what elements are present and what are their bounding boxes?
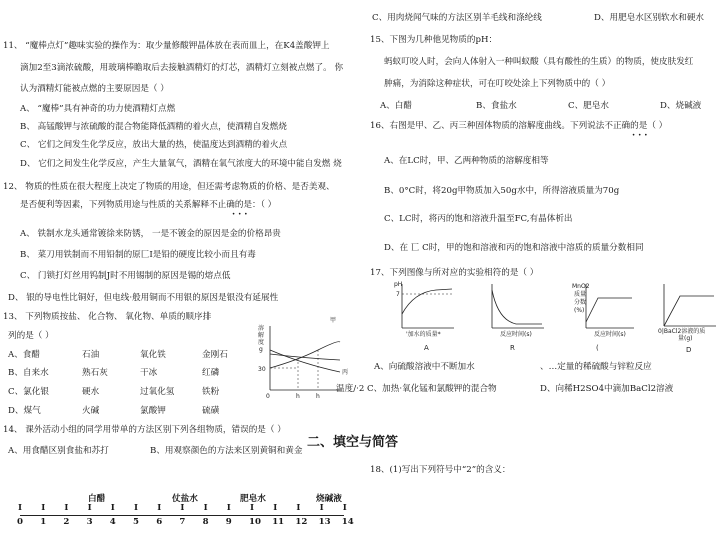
ph-number-4: 4 [109, 517, 116, 527]
graph-b-curve [492, 290, 542, 324]
q12-stem-line2: 是否便利等因素，下列物质用途与性质的关系解释不止确的是：（ ） [20, 200, 277, 210]
q17-option-a: A、向硫酸溶液中不断加水 [374, 362, 475, 372]
graph-d-curve [664, 296, 714, 326]
tick-t2: h [316, 393, 320, 400]
q12-option-b: B、 菜刀用铁制而不用铅制的原匚I是铅的硬度比较小而且有毒 [20, 250, 256, 260]
q13-d-label: D、煤气 [8, 406, 41, 416]
ph-tick-11: I [273, 503, 278, 513]
q15-stem-line2: 蚂蚁叮咬人时，会向人体射入一种叫蚁酸（具有酸性的生质）的物质，使皮肤发红 [384, 57, 694, 67]
ph-tick-3: I [87, 503, 92, 513]
y-label-1: 溶 [258, 325, 265, 332]
y-label-4: g [259, 346, 263, 353]
ph-tick-1: I [41, 503, 46, 513]
q14-option-a: A、用食醋区别食盐和苏打 [8, 446, 109, 456]
y-label-3: 度 [258, 339, 265, 346]
q16-stem: 16、右图是甲、乙、丙三种固体物质的溶解度曲线。下列说法不正确的是（ ） [370, 121, 668, 131]
tick-30: 30 [258, 366, 266, 373]
q13-c-c2: 过氧化氢 [140, 387, 175, 397]
q13-c-label: C、氯化银 [8, 387, 49, 397]
q13-c-c1: 硬水 [82, 387, 100, 397]
graph-d-x-label: 0|BaCl2溶液的质 [658, 328, 706, 335]
q12-option-a: A、 铁制水龙头通常镀徐来防锈， 一是不镀金的原因是金的价格昂贵 [20, 229, 281, 239]
solubility-curve-figure [258, 317, 349, 400]
ph-tick-14: I [342, 503, 347, 513]
ph-number-13: 13 [318, 517, 331, 527]
q15-option-d: D、烧碱液 [660, 101, 702, 111]
tick-t1: h [296, 393, 300, 400]
curve-bing [270, 350, 340, 372]
q18-stem: 18、(1)写出下列符号中“2”的含义： [370, 465, 511, 475]
q13-a-c1: 石油 [82, 350, 100, 360]
ph-tick-12: I [296, 503, 301, 513]
ph-tick-9: I [226, 503, 231, 513]
q13-d-c3: 硫磺 [202, 406, 220, 416]
q13-d-c1: 火碱 [82, 406, 100, 416]
q11-stem-line3: 认为酒精灯能被点燃的主要原因是（ ） [20, 84, 169, 94]
curve-label-jia: 甲 [330, 317, 337, 324]
q17-graph-d [658, 282, 718, 354]
curve-label-bing: 丙 [342, 369, 349, 376]
graph-c-y-label-2: 质量 [574, 291, 587, 298]
ph-tick-0: I [18, 503, 23, 513]
q15-option-a: A、白醋 [380, 101, 412, 111]
ph-number-5: 5 [133, 517, 139, 527]
q13-d-c2: 氯酸钾 [140, 406, 166, 416]
q12-option-c: C、 门锁打灯丝用钨制J时不用锡制的原因是锡的熔点低 [20, 271, 231, 281]
q16-option-a: A、在LC时，甲、乙两种物质的溶解度相等 [384, 156, 549, 166]
q15-option-b: B、食盐水 [476, 101, 517, 111]
ph-number-1: 1 [40, 517, 47, 527]
q17-option-b: 、…定量的稀硫酸与锌粒反应 [540, 362, 652, 372]
graph-c-x-label: 反应时间(s) [594, 331, 626, 338]
ph-number-7: 7 [179, 517, 186, 527]
q13-b-label: B、自来水 [8, 368, 49, 378]
q17-option-d: D、向稀H2SO4中滴加BaCl2溶液 [540, 384, 674, 394]
y-label-2: 解 [258, 332, 265, 339]
graph-letter-c: ( [596, 344, 599, 352]
graph-c-y-label-3: 分数 [574, 299, 587, 306]
q13-b-c1: 熟石灰 [82, 368, 108, 378]
ph-number-8: 8 [202, 517, 209, 527]
ph-tick-6: I [157, 503, 162, 513]
ph-tick-13: I [319, 503, 324, 513]
q12-option-d: D、 银的导电性比铜好，但电线·般用铜而不用银的原因是银没有延展性 [8, 293, 279, 303]
q14-option-c: C、用肉烧闻气味的方法区别羊毛线和涤纶线 [372, 13, 542, 23]
q15-option-c: C、肥皂水 [568, 101, 609, 111]
q11-option-d: D、 它们之间发生化学反应，产生大量氧气，酒精在氧气浓度大的环境中能自发燃 烧 [20, 159, 342, 169]
ph-tick-5: I [134, 503, 139, 513]
q15-stem-line3: 肿痛，为消除这种症状，可在叮咬处涂上下列物质中的（ ） [384, 79, 611, 89]
origin-zero: 0 [266, 393, 270, 400]
q13-stem-line2: 列的是（ ） [8, 331, 54, 341]
ph-number-14: 14 [341, 517, 354, 527]
q14-stem: 14、 课外活动小组的同学用带单的方法区别下列各组物质，错误的是（ ） [3, 425, 286, 435]
q14-option-d: D、用肥皂水区别软水和硬水 [594, 13, 705, 23]
scale-name-baicu: 白醋 [88, 494, 106, 504]
section-2-title: 二、填空与简答 [307, 435, 399, 450]
ph-number-0: 0 [17, 517, 23, 527]
graph-a-curve [402, 289, 452, 314]
graph-a-y-label: pH [394, 281, 403, 288]
ph-number-10: 10 [249, 517, 261, 527]
curve-yi [270, 354, 340, 360]
q13-stem-line1: 13、 下列物质按盐、 化合物、 氧化物、单质的顺序排 [3, 312, 212, 322]
q17-stem: 17、下列图像与所对应的实验相符的是（ ） [370, 268, 539, 278]
q11-stem-line2: 滴加2至3滴浓硫酸，用玻璃棒瞻取后去接触酒精灯的灯芯，酒精灯立刻被点燃了。 你 [20, 63, 344, 73]
ph-tick-10: I [250, 503, 255, 513]
ph-scale-line [20, 515, 344, 516]
graph-letter-d: D [686, 346, 692, 354]
ph-number-3: 3 [86, 517, 93, 527]
q14-option-b: B、用观察颜色的方法来区别黄铜和黄金 [150, 446, 303, 456]
q13-b-c3: 红磷 [202, 368, 220, 378]
q11-option-a: A、 “魔棒”具有神奇的功力使酒精灯点燃 [20, 104, 176, 114]
q11-option-c: C、 它们之间发生化学反应，放出大量的热，使温度达到酒精的着火点 [20, 140, 288, 150]
graph-c-curve [586, 298, 632, 322]
q17-graph-c [572, 282, 636, 352]
ph-number-2: 2 [63, 517, 70, 527]
q17-option-c: 温度/·2 C、加热·氧化锰和氯酸钾的混合物 [336, 384, 497, 394]
scale-name-yanshui: 仗盐水 [172, 494, 198, 504]
q13-b-c2: 干冰 [140, 368, 158, 378]
q16-option-b: B、0°C时，将20g甲物质加入50g水中，所得溶液质量为70g [384, 186, 620, 196]
scale-name-shaojianye: 烧碱液 [316, 494, 342, 504]
scale-name-feizaoshui: 肥皂水 [240, 494, 266, 504]
q11-option-b: B、 高锰酸钾与浓硫酸的混合物能降低酒精的着火点，使酒精自发燃烧 [20, 122, 287, 132]
q13-a-label: A、食醋 [8, 350, 40, 360]
ph-number-6: 6 [156, 517, 163, 527]
graph-b-x-label: 反应时间(s) [500, 331, 532, 338]
q13-a-c2: 氧化铁 [140, 350, 166, 360]
emphasis-dots: ··· [232, 210, 251, 220]
graph-c-y-label-1: MnO2 [572, 283, 590, 290]
ph-tick-7: I [180, 503, 185, 513]
graph-a-x-label: '加水的质量* [406, 331, 441, 338]
q17-graph-b [486, 282, 548, 352]
q11-stem-line1: 11、 “魔棒点灯”趣味实验的操作为：取少量修酸钾晶体放在表而皿上，在K4盖酸钾上 [3, 41, 330, 51]
ph-number-9: 9 [225, 517, 232, 527]
q17-graph-a [394, 281, 458, 352]
q15-stem-line1: 15、下图为几种他见物质的pH： [370, 35, 498, 45]
ph-tick-2: I [64, 503, 69, 513]
q16-option-c: C、LC时，将丙的饱和溶液升温至FC,有晶体析出 [384, 214, 573, 224]
graph-a-seven: 7 [396, 291, 400, 298]
q13-a-c3: 金刚石 [202, 350, 228, 360]
q12-stem-line1: 12、 物质的性质在很大程度上决定了物质的用途，但还需考虑物质的价格、是否美观、 [3, 182, 335, 192]
ph-tick-4: I [110, 503, 115, 513]
emphasis-dots-q16: ··· [632, 131, 651, 141]
q16-option-d: D、在 匸 C时，甲的饱和溶液和丙的饱和溶液中溶质的质量分数相同 [384, 243, 644, 253]
q13-c-c3: 铁粉 [202, 387, 220, 397]
graph-letter-b: R [510, 344, 515, 352]
ph-number-11: 11 [272, 517, 285, 527]
graph-d-x-label-2: 量(g) [678, 335, 693, 342]
ph-number-12: 12 [295, 517, 308, 527]
graph-c-y-label-4: (%) [574, 307, 585, 314]
ph-tick-8: I [203, 503, 208, 513]
graph-letter-a: A [424, 344, 429, 352]
